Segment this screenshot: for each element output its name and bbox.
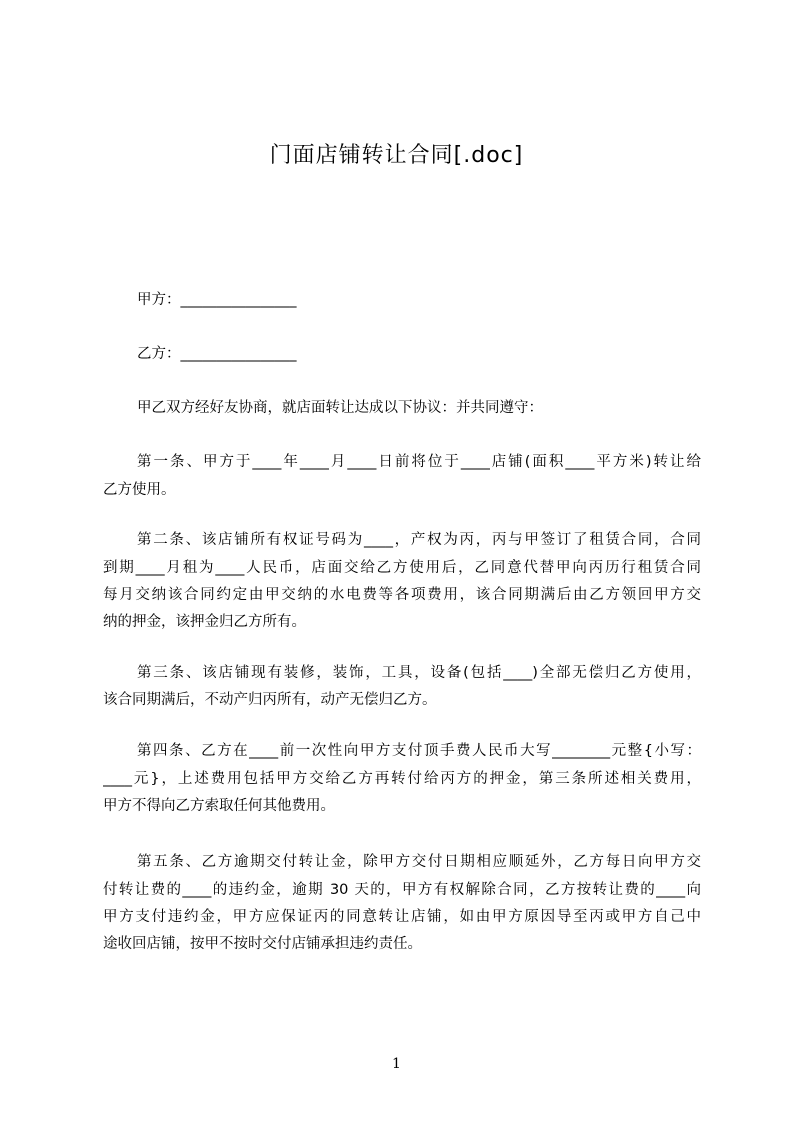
page-number: 1 [392,1056,401,1072]
article-5-line-1: 第五条、乙方逾期交付转让金，除甲方交付日期相应顺延外，乙方每日向甲方交 [137,854,701,870]
article-5-line-2: 付转让费的____的违约金，逾期 30 天的，甲方有权解除合同，乙方按转让费的____向 [103,882,701,898]
article-1-line-1: 第一条、甲方于____年____月____日前将位于____店铺(面积____平方米)转让给 [137,454,701,470]
article-3-line-2: 该合同期满后，不动产归丙所有，动产无偿归乙方。 [103,692,437,708]
party-b-line: 乙方：________________ [137,346,297,362]
article-4-line-1: 第四条、乙方在____前一次性向甲方支付顶手费人民币大写________元整{小写： [137,743,701,759]
article-4-line-3: 甲方不得向乙方索取任何其他费用。 [103,798,335,814]
document-title: 门面店铺转让合同[.doc] [269,143,524,168]
intro-paragraph: 甲乙双方经好友协商，就店面转让达成以下协议：并共同遵守： [137,400,543,416]
article-3-line-1: 第三条、该店铺现有装修，装饰，工具，设备(包括____)全部无偿归乙方使用， [137,665,701,681]
article-2-line-1: 第二条、该店铺所有权证号码为____，产权为丙，丙与甲签订了租赁合同，合同 [137,532,701,548]
article-2-line-2: 到期____月租为____人民币，店面交给乙方使用后，乙同意代替甲向丙历行租赁合同 [103,560,701,576]
article-2-line-3: 每月交纳该合同约定由甲交纳的水电费等各项费用，该合同期满后由乙方领回甲方交 [103,587,701,603]
article-4-line-2: ____元}，上述费用包括甲方交给乙方再转付给丙方的押金，第三条所述相关费用， [103,771,701,787]
party-a-line: 甲方：________________ [137,292,297,308]
article-5-line-3: 甲方支付违约金，甲方应保证丙的同意转让店铺，如由甲方原因导至丙或甲方自己中 [103,909,701,925]
article-1-line-2: 乙方使用。 [103,482,176,498]
article-5-line-4: 途收回店铺，按甲不按时交付店铺承担违约责任。 [103,936,422,952]
article-2-line-4: 纳的押金，该押金归乙方所有。 [103,614,306,630]
